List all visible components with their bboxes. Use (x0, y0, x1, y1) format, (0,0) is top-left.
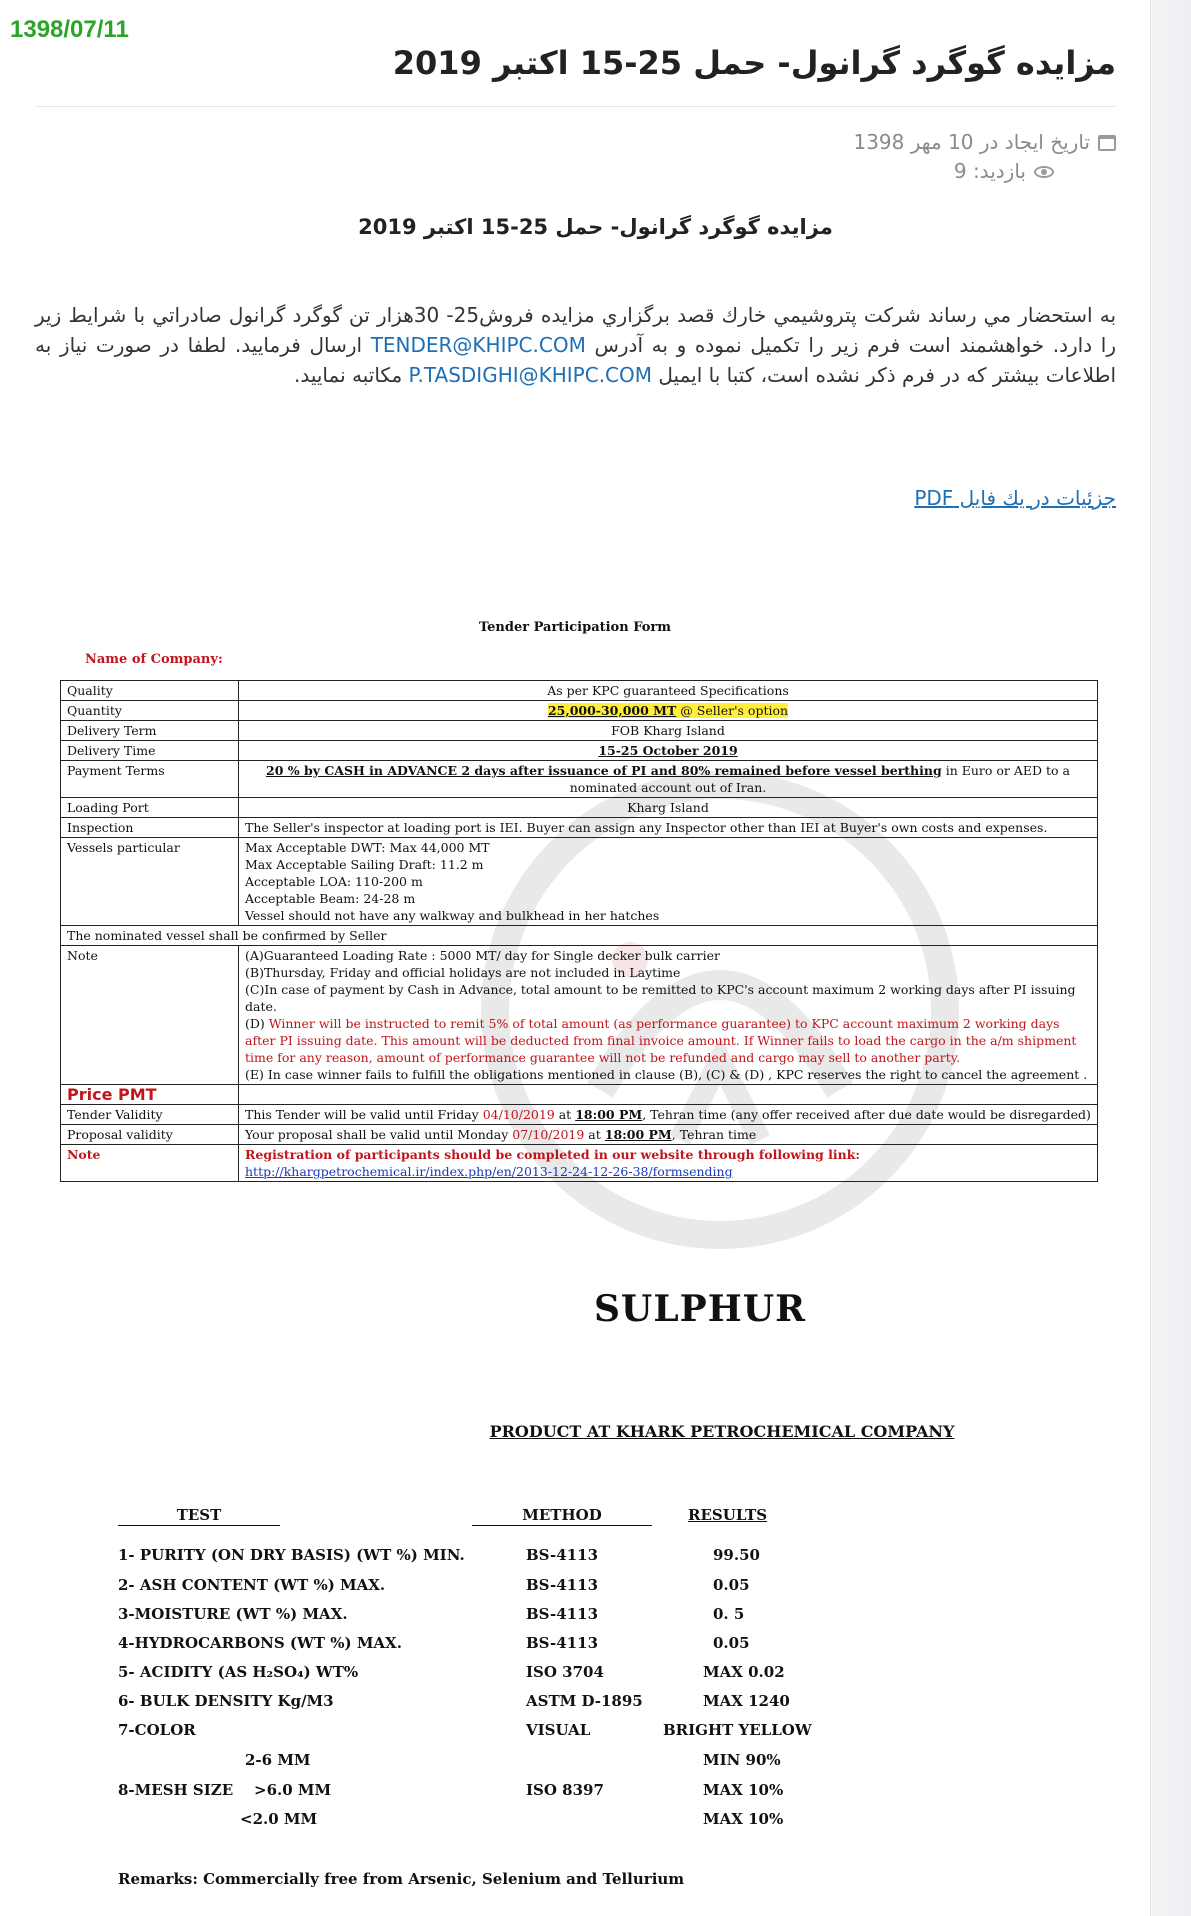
spec-row (118, 1605, 878, 1634)
tender-validity-value (239, 1105, 1098, 1125)
payment-terms-value (239, 761, 1098, 798)
table-row (61, 741, 1098, 761)
proposal-validity-value (239, 1125, 1098, 1145)
vessel-dwt: Max Acceptable DWT: Max 44,000 MT (245, 840, 490, 855)
registration-note-value (239, 1145, 1098, 1182)
note-label: Note (61, 946, 239, 1085)
spec-test: 3-MOISTURE (WT %) MAX. (118, 1605, 348, 1623)
spec-row (118, 1721, 878, 1750)
spec-result: 0.05 (713, 1634, 750, 1652)
spec-method: ISO 3704 (526, 1663, 604, 1681)
validity-date: 04/10/2019 (482, 1107, 555, 1122)
vessel-loa: Acceptable LOA: 110-200 m (245, 874, 423, 889)
vessel-beam: Acceptable Beam: 24-28 m (245, 891, 416, 906)
vessel-draft: Max Acceptable Sailing Draft: 11.2 m (245, 857, 484, 872)
pdf-details-link[interactable]: جزئيات در يك فايل PDF (914, 486, 1116, 510)
spec-row (118, 1781, 878, 1810)
spec-row (118, 1634, 878, 1663)
spec-method: BS-4113 (526, 1634, 599, 1652)
spec-result: MAX 10% (703, 1810, 784, 1828)
note-d-text: Winner will be instructed to remit 5% of total amount (as performance guarantee) to KPC account maximum 2 working days after PI issuing date. This amount will be deducted from final invoice amount. If Winner fails to load the cargo in the a/m shipment time for any reason, amount of performance guarantee will not be refunded and cargo may sell to another party. (245, 1016, 1077, 1065)
table-row (61, 818, 1098, 838)
note-value (239, 946, 1098, 1085)
vessel-hatches: Vessel should not have any walkway and bulkhead in her hatches (245, 908, 660, 923)
spec-method: BS-4113 (526, 1546, 599, 1564)
quality-label: Quality (61, 681, 239, 701)
loading-port-value: Kharg Island (239, 798, 1098, 818)
spec-test: 2-6 MM (245, 1751, 311, 1769)
spec-result: MAX 1240 (703, 1692, 790, 1710)
nominated-vessel-note: The nominated vessel shall be confirmed by Seller (61, 926, 1098, 946)
proposal-text-2: at (584, 1127, 605, 1142)
spec-row (118, 1810, 878, 1839)
created-date: تاریخ ایجاد در 10 مهر 1398 (853, 130, 1090, 154)
spec-result: MAX 0.02 (703, 1663, 785, 1681)
spec-result: MIN 90% (703, 1751, 781, 1769)
quantity-option: @ Seller's option (676, 703, 789, 718)
validity-text-2: at (554, 1107, 576, 1122)
spec-test: 6- BULK DENSITY Kg/M3 (118, 1692, 334, 1710)
quantity-value (239, 701, 1098, 721)
spec-test: 1- PURITY (ON DRY BASIS) (WT %) MIN. (118, 1546, 465, 1564)
table-row (61, 946, 1098, 1085)
spec-row (118, 1576, 878, 1605)
intro-text-1: به استحضار مي رساند شركت پتروشيمي خارك قصد برگزاري مزايده فروش25- 30هزار تن گوگرد گرانول صادراتي با شرايط زير را دارد. خواهشمند است فرم زير را تكميل نموده و به آدرس (35, 303, 1117, 357)
spec-row (118, 1692, 878, 1721)
payment-terms-main: 20 % by CASH in ADVANCE 2 days after issuance of PI and 80% remained before vessel berthing (266, 763, 942, 778)
spec-row (118, 1663, 878, 1692)
registration-note-label: Note (61, 1145, 239, 1182)
proposal-time: 18:00 PM (604, 1127, 672, 1142)
delivery-time-label: Delivery Time (61, 741, 239, 761)
spec-test: 4-HYDROCARBONS (WT %) MAX. (118, 1634, 402, 1652)
proposal-date: 07/10/2019 (512, 1127, 585, 1142)
head-results: RESULTS (688, 1506, 768, 1524)
spec-result: 0.05 (713, 1576, 750, 1594)
views-row (853, 157, 1054, 186)
table-row (61, 1125, 1098, 1145)
loading-port-label: Loading Port (61, 798, 239, 818)
article-title: مزایده گوگرد گرانول- حمل 25-15 اکتبر 2019 (392, 44, 1116, 82)
spec-result: BRIGHT YELLOW (663, 1721, 812, 1739)
tender-email-link[interactable]: TENDER@KHIPC.COM (370, 333, 586, 357)
intro-text-3: مکاتبه نمایید. (293, 363, 409, 387)
spec-result: 0. 5 (713, 1605, 745, 1623)
spec-remarks: Remarks: Commercially free from Arsenic, Selenium and Tellurium (118, 1870, 685, 1888)
table-row (61, 761, 1098, 798)
spec-test: 2- ASH CONTENT (WT %) MAX. (118, 1576, 386, 1594)
vessels-label: Vessels particular (61, 838, 239, 926)
validity-time: 18:00 PM (575, 1107, 643, 1122)
vessels-value (239, 838, 1098, 926)
spec-test: 7-COLOR (118, 1721, 196, 1739)
spec-test: <2.0 MM (240, 1810, 318, 1828)
eye-icon (1034, 166, 1054, 178)
date-stamp: 1398/07/11 (10, 16, 129, 43)
head-test: TEST (118, 1506, 280, 1526)
intro-text-2: ارسال فرمایید. لطفا در صورت نیاز به اطلاعات بیشتر که در فرم ذکر نشده است، کتبا با ایمیل (35, 333, 1116, 387)
quality-value: As per KPC guaranteed Specifications (239, 681, 1098, 701)
spec-method: VISUAL (526, 1721, 591, 1739)
inspection-value: The Seller's inspector at loading port is IEI. Buyer can assign any Inspector other than IEI at Buyer's own costs and expenses. (239, 818, 1098, 838)
spec-test: 5- ACIDITY (AS H₂SO₄) WT% (118, 1663, 359, 1681)
product-heading: PRODUCT AT KHARK PETROCHEMICAL COMPANY (489, 1422, 955, 1441)
table-row (61, 721, 1098, 741)
note-d (245, 1015, 1091, 1066)
note-c: (C)In case of payment by Cash in Advance, total amount to be remitted to KPC's account maximum 2 working days after PI issuing date. (245, 982, 1076, 1014)
proposal-validity-label: Proposal validity (61, 1125, 239, 1145)
spec-method: BS-4113 (526, 1605, 599, 1623)
spec-row (118, 1546, 878, 1575)
spec-test: 8-MESH SIZE >6.0 MM (118, 1781, 332, 1799)
view-count: بازدید: 9 (953, 159, 1026, 183)
note-d-prefix: (D) (245, 1016, 269, 1031)
tender-validity-label: Tender Validity (61, 1105, 239, 1125)
form-title: Tender Participation Form (478, 620, 672, 635)
contact-email-link[interactable]: P.TASDIGHI@KHIPC.COM (408, 363, 653, 387)
registration-link[interactable]: http://khargpetrochemical.ir/index.php/en/2013-12-24-12-26-38/formsending (245, 1164, 733, 1179)
created-row (853, 128, 1116, 157)
table-row (61, 1105, 1098, 1125)
spec-header-row (118, 1506, 878, 1535)
spec-method: BS-4113 (526, 1576, 599, 1594)
price-pmt-label: Price PMT (61, 1085, 239, 1105)
delivery-term-label: Delivery Term (61, 721, 239, 741)
validity-text-1: This Tender will be valid until Friday (245, 1107, 483, 1122)
side-pattern-strip (1150, 0, 1191, 1916)
table-row (61, 681, 1098, 701)
title-divider (35, 106, 1116, 107)
validity-text-3: , Tehran time (any offer received after due date would be disregarded) (642, 1107, 1091, 1122)
delivery-time-value (239, 741, 1098, 761)
quantity-amount: 25,000-30,000 MT (547, 703, 677, 718)
payment-terms-rest: in Euro or AED to a nominated account out of Iran. (569, 763, 1070, 795)
table-row (61, 798, 1098, 818)
article-intro (35, 300, 1116, 390)
article-subtitle: مزایده گوگرد گرانول- حمل 25-15 اکتبر 2019 (358, 215, 833, 239)
company-name-label: Name of Company: (85, 652, 223, 667)
spec-method: ISO 8397 (526, 1781, 604, 1799)
tender-form-table (60, 680, 1098, 1182)
table-row (61, 838, 1098, 926)
article-meta (853, 128, 1116, 186)
note-b: (B)Thursday, Friday and official holidays are not included in Laytime (245, 965, 681, 980)
spec-row (118, 1751, 878, 1780)
delivery-term-value: FOB Kharg Island (239, 721, 1098, 741)
spec-result: MAX 10% (703, 1781, 784, 1799)
spec-result: 99.50 (713, 1546, 760, 1564)
price-pmt-field[interactable] (239, 1085, 1098, 1105)
quantity-label: Quantity (61, 701, 239, 721)
inspection-label: Inspection (61, 818, 239, 838)
calendar-icon (1098, 135, 1116, 151)
spec-method: ASTM D-1895 (526, 1692, 643, 1710)
table-row (61, 1085, 1098, 1105)
table-row (61, 926, 1098, 946)
table-row (61, 701, 1098, 721)
payment-terms-label: Payment Terms (61, 761, 239, 798)
head-method: METHOD (472, 1506, 652, 1526)
delivery-time-text: 15-25 October 2019 (598, 743, 738, 758)
proposal-text-1: Your proposal shall be valid until Monday (245, 1127, 513, 1142)
registration-note-text: Registration of participants should be completed in our website through following link: (245, 1147, 860, 1162)
scanned-document (0, 560, 1150, 1916)
proposal-text-3: , Tehran time (671, 1127, 757, 1142)
note-e: (E) In case winner fails to fulfill the obligations mentioned in clause (B), (C) & (D) , KPC reserves the right to cancel the agreement . (245, 1067, 1088, 1082)
note-a: (A)Guaranteed Loading Rate : 5000 MT/ day for Single decker bulk carrier (245, 948, 720, 963)
sulphur-title: SULPHUR (593, 1288, 807, 1330)
table-row (61, 1145, 1098, 1182)
